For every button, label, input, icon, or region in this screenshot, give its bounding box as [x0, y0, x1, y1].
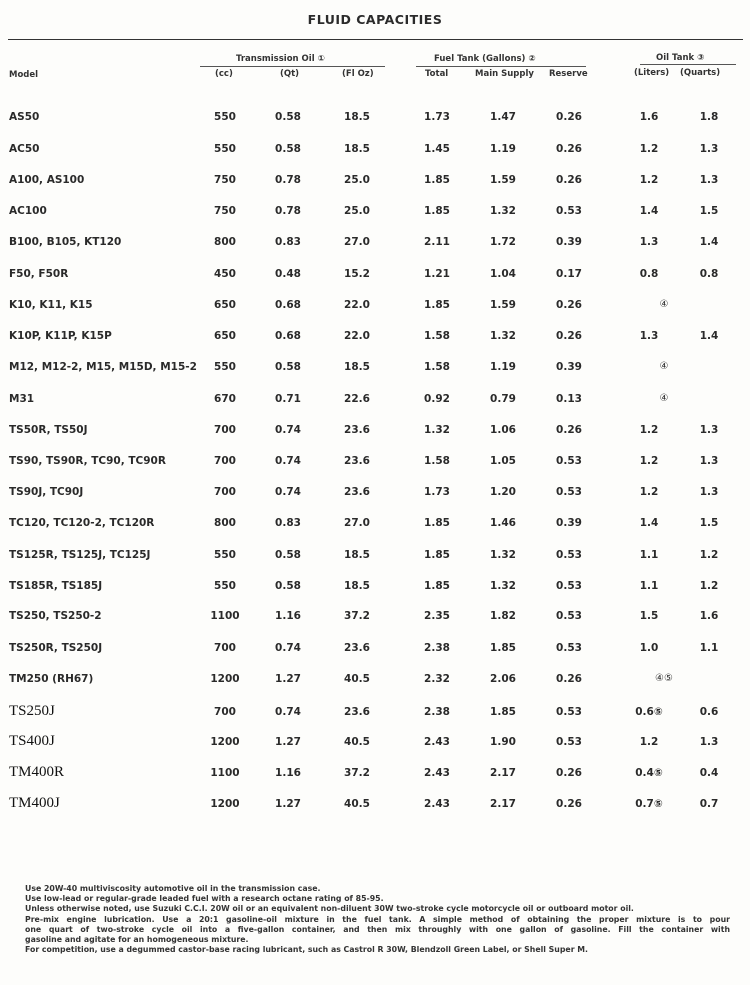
oil-liters-cell: 0.7⑤ [635, 798, 663, 810]
fuel-total-cell: 1.21 [424, 268, 450, 280]
fuel-reserve-cell: 0.26 [556, 424, 582, 436]
fuel-reserve-cell: 0.13 [556, 393, 582, 405]
cc-cell: 550 [214, 580, 236, 592]
cc-cell: 1200 [210, 798, 240, 810]
fuel-reserve-cell: 0.26 [556, 143, 582, 155]
model-cell: TC120, TC120-2, TC120R [9, 517, 155, 529]
oil-quarts-cell: 1.4 [699, 330, 719, 342]
cc-cell: 800 [214, 517, 236, 529]
oil-note-cell: ④ [659, 299, 669, 310]
oil-quarts-cell: 1.3 [699, 424, 719, 436]
cc-cell: 700 [214, 642, 236, 654]
header-main-supply: Main Supply [475, 69, 534, 79]
qt-cell: 0.78 [275, 205, 301, 217]
table-row [0, 580, 750, 600]
floz-cell: 23.6 [344, 706, 370, 718]
qt-cell: 1.27 [275, 798, 301, 810]
qt-cell: 0.74 [275, 424, 301, 436]
transmission-group-rule [200, 66, 385, 67]
table-row [0, 642, 750, 662]
floz-cell: 18.5 [344, 580, 370, 592]
cc-cell: 1100 [210, 610, 240, 622]
oil-quarts-cell: 1.2 [699, 580, 719, 592]
footnote-4-line-3: gasoline and agitate for an homogeneous mixture. [25, 935, 249, 945]
fuel-main-cell: 1.32 [490, 549, 516, 561]
fuel-main-cell: 0.79 [490, 393, 516, 405]
model-cell: TM250 (RH67) [9, 673, 94, 685]
oil-quarts-cell: 1.3 [699, 174, 719, 186]
footnote-2: Use low-lead or regular-grade leaded fuel with a research octane rating of 85-95. [25, 894, 384, 904]
fuel-total-cell: 1.73 [424, 486, 450, 498]
fuel-reserve-cell: 0.17 [556, 268, 582, 280]
floz-cell: 40.5 [344, 798, 370, 810]
model-cell: TS125R, TS125J, TC125J [9, 549, 151, 561]
floz-cell: 23.6 [344, 455, 370, 467]
table-row [0, 455, 750, 475]
fuel-total-cell: 1.73 [424, 111, 450, 123]
fuel-reserve-cell: 0.53 [556, 205, 582, 217]
oil-note-cell: ④ [659, 361, 669, 372]
fuel-main-cell: 1.46 [490, 517, 516, 529]
model-cell: TS250R, TS250J [9, 642, 103, 654]
oil-liters-cell: 1.5 [639, 610, 659, 622]
floz-cell: 18.5 [344, 111, 370, 123]
oil-liters-cell: 1.2 [639, 424, 659, 436]
fuel-main-cell: 1.90 [490, 736, 516, 748]
fuel-reserve-cell: 0.39 [556, 236, 582, 248]
fuel-total-cell: 1.85 [424, 580, 450, 592]
fuel-main-cell: 2.06 [490, 673, 516, 685]
oil-group-rule [640, 64, 736, 65]
footnote-4-line-2: one quart of two-stroke cycle oil into a five-gallon container, and then mix throughly with one gallon of gasoline. Fill the container with [25, 924, 730, 934]
fuel-reserve-cell: 0.26 [556, 174, 582, 186]
table-row [0, 361, 750, 381]
qt-cell: 1.27 [275, 736, 301, 748]
fuel-total-cell: 2.11 [424, 236, 450, 248]
floz-cell: 18.5 [344, 143, 370, 155]
model-cell: TS50R, TS50J [9, 424, 88, 436]
model-cell: A100, AS100 [9, 174, 85, 186]
fuel-total-cell: 2.35 [424, 610, 450, 622]
header-fuel-tank: Fuel Tank (Gallons) ② [434, 54, 536, 64]
table-row [0, 205, 750, 225]
model-cell: AS50 [9, 111, 40, 123]
model-cell: B100, B105, KT120 [9, 236, 122, 248]
header-total: Total [425, 69, 449, 79]
oil-liters-cell: 1.4 [639, 517, 659, 529]
header-liters: (Liters) [634, 68, 670, 78]
cc-cell: 1200 [210, 736, 240, 748]
table-row [0, 517, 750, 537]
qt-cell: 0.58 [275, 549, 301, 561]
fuel-reserve-cell: 0.26 [556, 330, 582, 342]
model-cell: TS400J [9, 733, 55, 749]
model-cell: M12, M12-2, M15, M15D, M15-2 [9, 361, 197, 373]
oil-quarts-cell: 1.6 [699, 610, 719, 622]
oil-quarts-cell: 1.2 [699, 549, 719, 561]
cc-cell: 700 [214, 706, 236, 718]
table-row [0, 236, 750, 256]
table-row [0, 393, 750, 413]
footnotes [25, 884, 730, 955]
oil-quarts-cell: 1.3 [699, 736, 719, 748]
qt-cell: 0.58 [275, 111, 301, 123]
oil-liters-cell: 1.3 [639, 236, 659, 248]
header-transmission-oil: Transmission Oil ① [236, 54, 325, 64]
fuel-main-cell: 1.72 [490, 236, 516, 248]
fuel-main-cell: 1.32 [490, 205, 516, 217]
oil-liters-cell: 1.4 [639, 205, 659, 217]
oil-quarts-cell: 0.8 [699, 268, 719, 280]
qt-cell: 0.83 [275, 517, 301, 529]
oil-quarts-cell: 0.7 [699, 798, 719, 810]
oil-quarts-cell: 0.6 [699, 706, 719, 718]
floz-cell: 22.0 [344, 330, 370, 342]
cc-cell: 750 [214, 205, 236, 217]
fuel-main-cell: 1.20 [490, 486, 516, 498]
fuel-main-cell: 1.59 [490, 299, 516, 311]
floz-cell: 37.2 [344, 610, 370, 622]
cc-cell: 700 [214, 424, 236, 436]
qt-cell: 0.48 [275, 268, 301, 280]
floz-cell: 22.6 [344, 393, 370, 405]
cc-cell: 800 [214, 236, 236, 248]
cc-cell: 550 [214, 549, 236, 561]
fuel-total-cell: 0.92 [424, 393, 450, 405]
footnote-1: Use 20W-40 multiviscosity automotive oil in the transmission case. [25, 884, 321, 893]
cc-cell: 650 [214, 299, 236, 311]
floz-cell: 23.6 [344, 642, 370, 654]
table-row [0, 549, 750, 569]
table-row [0, 174, 750, 194]
fuel-reserve-cell: 0.53 [556, 706, 582, 718]
fuel-total-cell: 1.45 [424, 143, 450, 155]
qt-cell: 0.74 [275, 486, 301, 498]
model-cell: AC100 [9, 205, 47, 217]
oil-liters-cell: 1.2 [639, 174, 659, 186]
fuel-total-cell: 1.85 [424, 299, 450, 311]
model-cell: M31 [9, 393, 35, 405]
fuel-reserve-cell: 0.53 [556, 455, 582, 467]
cc-cell: 450 [214, 268, 236, 280]
floz-cell: 27.0 [344, 517, 370, 529]
model-cell: TM400J [9, 795, 60, 811]
fuel-total-cell: 2.38 [424, 642, 450, 654]
oil-quarts-cell: 1.4 [699, 236, 719, 248]
fuel-total-cell: 1.85 [424, 549, 450, 561]
oil-liters-cell: 1.1 [639, 549, 659, 561]
oil-quarts-cell: 1.3 [699, 486, 719, 498]
footnote-4-line-1: Pre-mix engine lubrication. Use a 20:1 gasoline-oil mixture in the fuel tank. A simple method of obtaining the proper mixture is to pour [25, 914, 730, 924]
fuel-reserve-cell: 0.53 [556, 549, 582, 561]
table-row [0, 111, 750, 131]
model-cell: F50, F50R [9, 268, 69, 280]
oil-liters-cell: 1.0 [639, 642, 659, 654]
fuel-reserve-cell: 0.26 [556, 299, 582, 311]
floz-cell: 25.0 [344, 205, 370, 217]
cc-cell: 700 [214, 486, 236, 498]
fuel-reserve-cell: 0.53 [556, 486, 582, 498]
floz-cell: 37.2 [344, 767, 370, 779]
model-cell: TS90J, TC90J [9, 486, 84, 498]
fuel-reserve-cell: 0.39 [556, 517, 582, 529]
cc-cell: 700 [214, 455, 236, 467]
oil-quarts-cell: 1.1 [699, 642, 719, 654]
oil-quarts-cell: 1.5 [699, 517, 719, 529]
oil-liters-cell: 1.2 [639, 455, 659, 467]
qt-cell: 0.74 [275, 706, 301, 718]
page-title: FLUID CAPACITIES [307, 12, 443, 27]
fuel-main-cell: 1.19 [490, 361, 516, 373]
table-row [0, 299, 750, 319]
fuel-reserve-cell: 0.53 [556, 580, 582, 592]
fuel-main-cell: 2.17 [490, 767, 516, 779]
fuel-reserve-cell: 0.26 [556, 673, 582, 685]
floz-cell: 23.6 [344, 486, 370, 498]
oil-liters-cell: 1.2 [639, 486, 659, 498]
qt-cell: 0.58 [275, 580, 301, 592]
cc-cell: 650 [214, 330, 236, 342]
table-row [0, 143, 750, 163]
model-cell: K10, K11, K15 [9, 299, 93, 311]
fuel-total-cell: 2.43 [424, 736, 450, 748]
cc-cell: 1200 [210, 673, 240, 685]
header-qt: (Qt) [280, 69, 300, 79]
fuel-total-cell: 1.85 [424, 517, 450, 529]
fuel-main-cell: 1.47 [490, 111, 516, 123]
fuel-total-cell: 2.43 [424, 798, 450, 810]
fuel-total-cell: 2.43 [424, 767, 450, 779]
fuel-reserve-cell: 0.53 [556, 642, 582, 654]
model-cell: K10P, K11P, K15P [9, 330, 112, 342]
fuel-total-cell: 1.85 [424, 205, 450, 217]
fuel-main-cell: 1.04 [490, 268, 516, 280]
title-rule [8, 39, 743, 40]
fuel-total-cell: 1.32 [424, 424, 450, 436]
fuel-main-cell: 1.06 [490, 424, 516, 436]
table-row [0, 486, 750, 506]
oil-liters-cell: 1.3 [639, 330, 659, 342]
fuel-main-cell: 1.05 [490, 455, 516, 467]
qt-cell: 1.16 [275, 610, 301, 622]
fuel-main-cell: 1.19 [490, 143, 516, 155]
cc-cell: 670 [214, 393, 236, 405]
oil-note-cell: ④ [659, 393, 669, 404]
fuel-main-cell: 1.32 [490, 330, 516, 342]
fuel-reserve-cell: 0.26 [556, 798, 582, 810]
qt-cell: 0.68 [275, 299, 301, 311]
floz-cell: 40.5 [344, 673, 370, 685]
cc-cell: 750 [214, 174, 236, 186]
fuel-total-cell: 1.58 [424, 455, 450, 467]
table-row [0, 330, 750, 350]
qt-cell: 1.27 [275, 673, 301, 685]
qt-cell: 0.68 [275, 330, 301, 342]
qt-cell: 0.71 [275, 393, 301, 405]
oil-quarts-cell: 1.3 [699, 455, 719, 467]
fuel-reserve-cell: 0.26 [556, 767, 582, 779]
floz-cell: 40.5 [344, 736, 370, 748]
fuel-main-cell: 2.17 [490, 798, 516, 810]
fuel-reserve-cell: 0.53 [556, 610, 582, 622]
cc-cell: 550 [214, 361, 236, 373]
floz-cell: 25.0 [344, 174, 370, 186]
fuel-reserve-cell: 0.26 [556, 111, 582, 123]
oil-quarts-cell: 0.4 [699, 767, 719, 779]
footnote-5: For competition, use a degummed castor-base racing lubricant, such as Castrol R 30W, Blendzoll Green Label, or Shell Super M. [25, 945, 588, 955]
footnote-3: Unless otherwise noted, use Suzuki C.C.I. 20W oil or an equivalent non-diluent 30W two-stroke cycle motorcycle oil or outboard motor oil. [25, 904, 634, 914]
model-cell: TS185R, TS185J [9, 580, 103, 592]
cc-cell: 550 [214, 143, 236, 155]
oil-liters-cell: 1.2 [639, 736, 659, 748]
floz-cell: 27.0 [344, 236, 370, 248]
table-row [0, 268, 750, 288]
qt-cell: 0.58 [275, 361, 301, 373]
table-row [0, 703, 750, 726]
fuel-main-cell: 1.32 [490, 580, 516, 592]
qt-cell: 1.16 [275, 767, 301, 779]
qt-cell: 0.83 [275, 236, 301, 248]
fuel-main-cell: 1.59 [490, 174, 516, 186]
table-row [0, 795, 750, 818]
model-cell: TS250J [9, 703, 55, 719]
oil-quarts-cell: 1.3 [699, 143, 719, 155]
table-row [0, 673, 750, 693]
floz-cell: 23.6 [344, 424, 370, 436]
table-row [0, 733, 750, 756]
table-row [0, 764, 750, 787]
cc-cell: 550 [214, 111, 236, 123]
floz-cell: 18.5 [344, 549, 370, 561]
oil-liters-cell: 0.4⑤ [635, 767, 663, 779]
oil-quarts-cell: 1.8 [699, 111, 719, 123]
oil-liters-cell: 1.6 [639, 111, 659, 123]
table-row [0, 424, 750, 444]
oil-liters-cell: 0.6⑤ [635, 706, 663, 718]
fuel-total-cell: 1.58 [424, 330, 450, 342]
oil-quarts-cell: 1.5 [699, 205, 719, 217]
model-cell: TS250, TS250-2 [9, 610, 102, 622]
qt-cell: 0.74 [275, 455, 301, 467]
fuel-main-cell: 1.85 [490, 642, 516, 654]
qt-cell: 0.78 [275, 174, 301, 186]
header-oil-tank: Oil Tank ③ [656, 53, 705, 63]
header-model: Model [9, 70, 39, 80]
fuel-main-cell: 1.85 [490, 706, 516, 718]
fuel-total-cell: 1.58 [424, 361, 450, 373]
header-quarts: (Quarts) [680, 68, 721, 78]
qt-cell: 0.74 [275, 642, 301, 654]
model-cell: AC50 [9, 143, 40, 155]
oil-liters-cell: 1.2 [639, 143, 659, 155]
fuel-total-cell: 2.32 [424, 673, 450, 685]
fuel-total-cell: 2.38 [424, 706, 450, 718]
oil-note-cell: ④⑤ [655, 673, 673, 684]
qt-cell: 0.58 [275, 143, 301, 155]
fuel-total-cell: 1.85 [424, 174, 450, 186]
fuel-group-rule [416, 66, 586, 67]
floz-cell: 18.5 [344, 361, 370, 373]
fuel-reserve-cell: 0.53 [556, 736, 582, 748]
model-cell: TM400R [9, 764, 65, 780]
header-floz: (Fl Oz) [342, 69, 374, 79]
cc-cell: 1100 [210, 767, 240, 779]
oil-liters-cell: 0.8 [639, 268, 659, 280]
model-cell: TS90, TS90R, TC90, TC90R [9, 455, 166, 467]
header-reserve: Reserve [549, 69, 588, 79]
fuel-reserve-cell: 0.39 [556, 361, 582, 373]
table-row [0, 610, 750, 630]
floz-cell: 15.2 [344, 268, 370, 280]
oil-liters-cell: 1.1 [639, 580, 659, 592]
floz-cell: 22.0 [344, 299, 370, 311]
fuel-main-cell: 1.82 [490, 610, 516, 622]
header-cc: (cc) [215, 69, 233, 79]
